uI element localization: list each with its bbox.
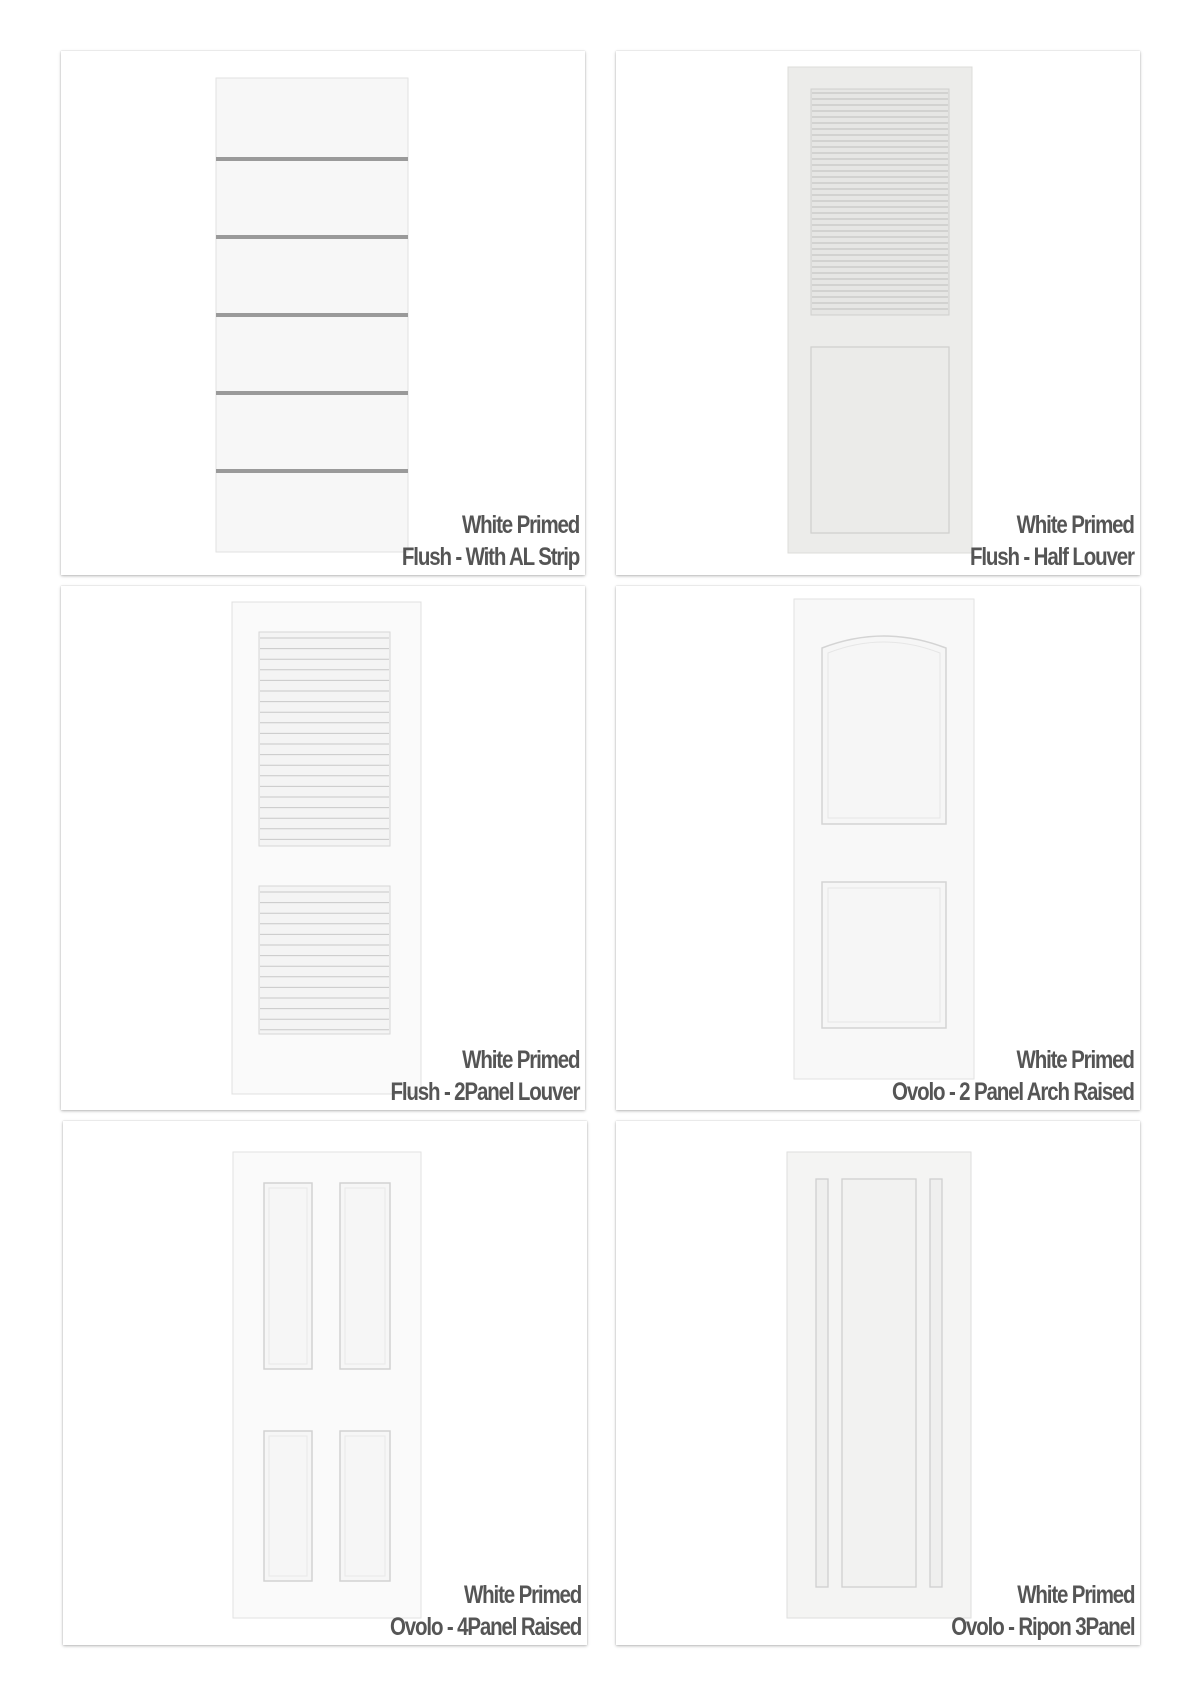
product-finish: White Primed [461,511,579,539]
product-style: Ovolo - 2 Panel Arch Raised [892,1078,1134,1106]
product-caption [390,1579,581,1643]
product-card-two-panel-louver [61,586,585,1110]
product-finish: White Primed [1016,1046,1134,1074]
flush-al-strip-door-icon [61,51,585,575]
product-card-half-louver [616,51,1140,575]
product-card-ripon-three-panel [616,1121,1140,1645]
half-louver-door-icon [616,51,1140,575]
product-style: Ovolo - Ripon 3Panel [950,1613,1134,1641]
product-caption [892,1044,1134,1108]
product-style: Flush - With AL Strip [401,543,579,571]
product-style: Flush - 2Panel Louver [390,1078,579,1106]
product-style: Ovolo - 4Panel Raised [389,1613,581,1641]
product-finish: White Primed [463,1581,581,1609]
product-caption [970,509,1134,573]
product-finish: White Primed [1016,1581,1134,1609]
product-card-arch-two-panel [616,586,1140,1110]
two-panel-louver-door-icon [61,586,585,1110]
four-panel-door-icon [63,1121,587,1645]
product-card-flush-al-strip [61,51,585,575]
product-style: Flush - Half Louver [970,543,1134,571]
arch-two-panel-door-icon [616,586,1140,1110]
product-finish: White Primed [461,1046,579,1074]
product-caption [402,509,579,573]
product-card-four-panel [63,1121,587,1645]
product-caption [390,1044,579,1108]
product-caption [951,1579,1134,1643]
ripon-three-panel-door-icon [616,1121,1140,1645]
product-finish: White Primed [1016,511,1134,539]
